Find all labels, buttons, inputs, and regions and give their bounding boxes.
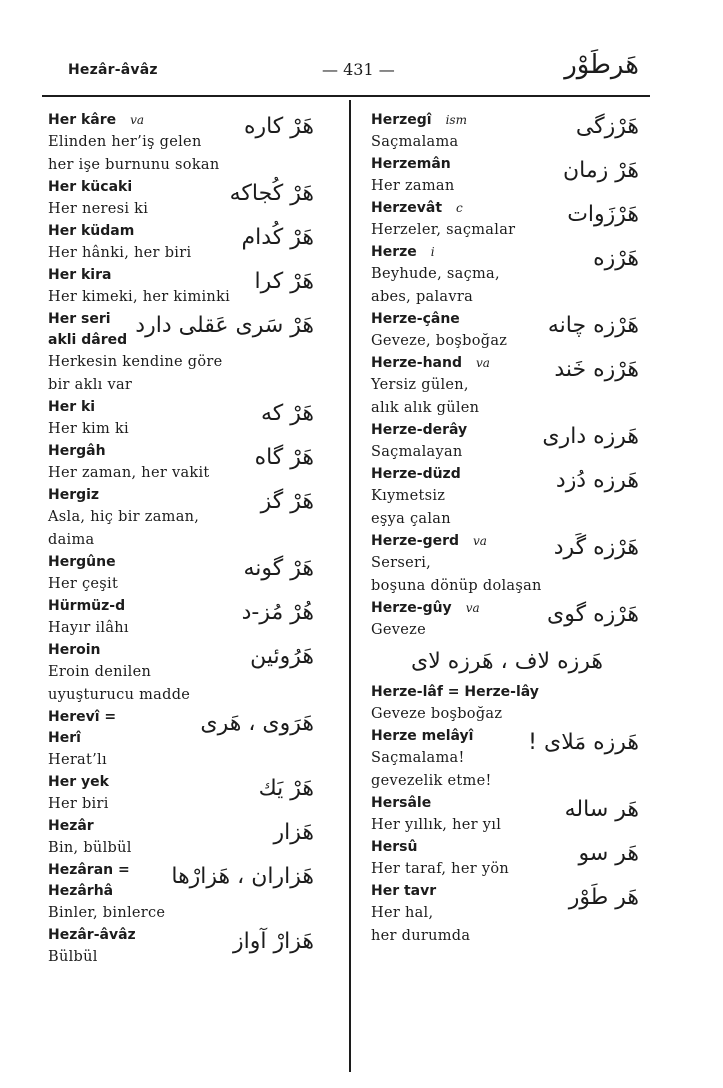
dictionary-entry	[48, 397, 318, 441]
arabic-script: هَزار	[273, 820, 314, 845]
definition-line: Saçmalama!	[371, 750, 465, 766]
definition-line: Her çeşit	[48, 576, 119, 592]
headword-text: Her küdam	[48, 223, 135, 239]
definition-line: Her zaman	[371, 178, 455, 194]
arabic-script: هَرْزه	[593, 246, 639, 271]
arabic-script: هَرْ كُجاكه	[229, 181, 314, 206]
headword-text: Herze-gerd	[371, 533, 460, 549]
headword-text: Herze-çâne	[371, 311, 460, 327]
arabic-script: هَرْ زمان	[562, 158, 639, 183]
dictionary-entry	[48, 860, 318, 925]
dictionary-entry	[371, 420, 643, 464]
definition-line: Her taraf, her yön	[371, 861, 510, 877]
definition-line: Herat’lı	[48, 752, 107, 768]
dictionary-entry	[48, 816, 318, 860]
dictionary-entry	[371, 110, 643, 154]
definition-line: Her zaman, her vakit	[48, 465, 210, 481]
definition-line: Herkesin kendine göre	[48, 354, 223, 370]
headword-text: Hergiz	[48, 487, 100, 503]
dictionary-entry	[48, 596, 318, 640]
headword-continued: Herî	[48, 730, 81, 746]
arabic-script: هَزاران ، هَزارْها	[171, 864, 314, 889]
definition-line: boşuna dönüp dolaşan	[371, 578, 542, 594]
headword-text: Hersû	[371, 839, 418, 855]
dictionary-entry	[48, 221, 318, 265]
page-number: — 431 —	[322, 60, 395, 79]
definition-line: Saçmalayan	[371, 444, 463, 460]
definition-line: Geveze, boşboğaz	[371, 333, 508, 349]
definition-line: eşya çalan	[371, 511, 451, 527]
dictionary-entry	[371, 793, 643, 837]
dictionary-entry	[371, 726, 643, 793]
headword-text: Herze-hand	[371, 355, 462, 371]
dictionary-entry	[48, 110, 318, 177]
dictionary-entry	[48, 552, 318, 596]
part-of-speech-tag: va	[130, 113, 145, 127]
headword-text: Hezâr	[48, 818, 94, 834]
headword-text: Hezâran =	[48, 862, 130, 878]
definition-line: Kıymetsiz	[371, 488, 446, 504]
definition-line: Asla, hiç bir zaman,	[48, 509, 200, 525]
headword-text: Her kira	[48, 267, 112, 283]
arabic-script: هَرْ كه	[260, 401, 314, 426]
definition-line: daima	[48, 532, 95, 548]
definition-line: Beyhude, saçma,	[371, 266, 500, 282]
headword-text: Herzevât	[371, 200, 443, 216]
headword-text: Herze melâyî	[371, 728, 474, 744]
headword-text: Herze-düzd	[371, 466, 461, 482]
dictionary-entry	[371, 531, 643, 598]
arabic-script: هَرْ يَك	[258, 776, 314, 801]
dictionary-entry	[371, 837, 643, 881]
arabic-script: هَرْ گونه	[243, 556, 314, 581]
part-of-speech-tag: c	[456, 201, 463, 215]
dictionary-entry	[371, 309, 643, 353]
arabic-script: هَرْزه گوی	[547, 602, 639, 627]
arabic-script: هَرْزه چانه	[547, 313, 639, 338]
headword-text: Hezâr-âvâz	[48, 927, 136, 943]
arabic-script: هَرزه داری	[542, 424, 639, 449]
headword-text: Herze-derây	[371, 422, 468, 438]
dictionary-entry	[371, 881, 643, 948]
headword-text: Herze	[371, 244, 417, 260]
left-column	[48, 110, 318, 969]
column-divider	[349, 100, 351, 1072]
arabic-script: هَرَوى ، هَرى	[200, 711, 314, 736]
headword-text: Herze-lâf = Herze-lây	[371, 684, 539, 700]
arabic-script: هَرْ گز	[260, 489, 314, 514]
page-header	[0, 0, 723, 100]
headword-text: Her tavr	[371, 883, 437, 899]
part-of-speech-tag: va	[473, 534, 487, 548]
definition-line: Herzeler, saçmalar	[371, 222, 516, 238]
centered-arabic-heading: هَرزه لاف ، هَرزه لاى	[411, 649, 603, 674]
dictionary-entry	[48, 925, 318, 969]
headword-continued: akli dâred	[48, 332, 128, 348]
header-rule	[42, 95, 650, 97]
definition-line: Her neresi ki	[48, 201, 149, 217]
dictionary-entry	[48, 640, 318, 707]
dictionary-entry	[371, 242, 643, 309]
definition-line: Serseri,	[371, 555, 432, 571]
headword	[371, 682, 643, 703]
definition-line: Her hal,	[371, 905, 434, 921]
definition-line: Geveze	[371, 622, 426, 638]
headword-text: Her kücaki	[48, 179, 133, 195]
arabic-script: هَرْزه گَرد	[553, 535, 639, 560]
definition-line: Her biri	[48, 796, 109, 812]
definition-line: her işe burnunu sokan	[48, 157, 220, 173]
arabic-script: هَرْ كاره	[243, 114, 314, 139]
dictionary-entry	[371, 154, 643, 198]
definition-line: Binler, binlerce	[48, 905, 166, 921]
definition-line: Hayır ilâhı	[48, 620, 129, 636]
definition-line: abes, palavra	[371, 289, 474, 305]
headword-text: Heroin	[48, 642, 101, 658]
definition-line: alık alık gülen	[371, 400, 480, 416]
part-of-speech-tag: va	[465, 601, 480, 615]
part-of-speech-tag: va	[475, 356, 490, 370]
headword-continued: Hezârhâ	[48, 883, 114, 899]
dictionary-entry	[48, 265, 318, 309]
arabic-script: هَرُوئين	[250, 644, 314, 669]
headword-text: Hürmüz-d	[48, 598, 126, 614]
arabic-script: هَر سو	[578, 841, 639, 866]
dictionary-entry	[48, 309, 318, 397]
headword-text: Hergûne	[48, 554, 116, 570]
dictionary-entry	[371, 353, 643, 420]
definition-line: Saçmalama	[371, 134, 459, 150]
headword-text: Her ki	[48, 399, 96, 415]
definition-line: Eroin denilen	[48, 664, 152, 680]
arabic-script: هَر ساله	[564, 797, 639, 822]
headword-text: Herevî =	[48, 709, 117, 725]
headword-text: Hergâh	[48, 443, 106, 459]
dictionary-entry	[371, 198, 643, 242]
definition-line: Her kimeki, her kiminki	[48, 289, 231, 305]
definition-line: uyuşturucu madde	[48, 687, 191, 703]
definition-line: Her hânki, her biri	[48, 245, 192, 261]
definition-line: Her kim ki	[48, 421, 129, 437]
headword-text: Hersâle	[371, 795, 432, 811]
dictionary-entry	[371, 598, 643, 642]
arabic-script: هَرْزگى	[575, 114, 639, 139]
arabic-script: هَرْزه خَند	[554, 357, 639, 382]
part-of-speech-tag: ism	[445, 113, 467, 127]
definition-line: Geveze boşboğaz	[371, 706, 503, 722]
arabic-script: هَرْ گاه	[254, 445, 314, 470]
arabic-script: هَرْ كُدام	[241, 225, 314, 250]
headword-text: Herze-gûy	[371, 600, 452, 616]
definition-line: Bülbül	[48, 949, 98, 965]
dictionary-entry	[371, 682, 643, 726]
definition-line: bir aklı var	[48, 377, 133, 393]
arabic-script: هَرزه دُزد	[555, 468, 639, 493]
definition-line: Her yıllık, her yıl	[371, 817, 502, 833]
dictionary-entry	[48, 772, 318, 816]
arabic-script: هَرْزَوات	[567, 202, 639, 227]
arabic-script: هَر طَوْر	[568, 885, 639, 910]
dictionary-entry	[371, 464, 643, 531]
dictionary-entry	[48, 441, 318, 485]
definition-line: Elinden her’iş gelen	[48, 134, 202, 150]
headword-text: Herzegî	[371, 112, 432, 128]
arabic-script: هَزارْ آواز	[233, 929, 314, 954]
definition-line: gevezelik etme!	[371, 773, 492, 789]
arabic-script: هُرْ مُز-د	[241, 600, 314, 625]
headword-text: Her kâre	[48, 112, 117, 128]
running-head-arabic: هَرطَوْر	[564, 50, 639, 80]
dictionary-entry	[48, 177, 318, 221]
arabic-script: هَرزه مَلاى !	[528, 730, 639, 755]
headword-text: Herzemân	[371, 156, 451, 172]
dictionary-entry	[48, 707, 318, 772]
definition-line: her durumda	[371, 928, 471, 944]
headword-text: Her yek	[48, 774, 109, 790]
dictionary-entry	[48, 485, 318, 552]
definition-line: Yersiz gülen,	[371, 377, 469, 393]
arabic-script: هَرْ سَرى عَقلى دارد	[135, 313, 314, 338]
running-head: Hezâr-âvâz	[68, 62, 158, 78]
part-of-speech-tag: i	[430, 245, 435, 259]
headword-text: Her seri	[48, 311, 111, 327]
arabic-script: هَرْ كرا	[254, 269, 314, 294]
definition-line: Bin, bülbül	[48, 840, 132, 856]
right-column	[371, 110, 643, 948]
